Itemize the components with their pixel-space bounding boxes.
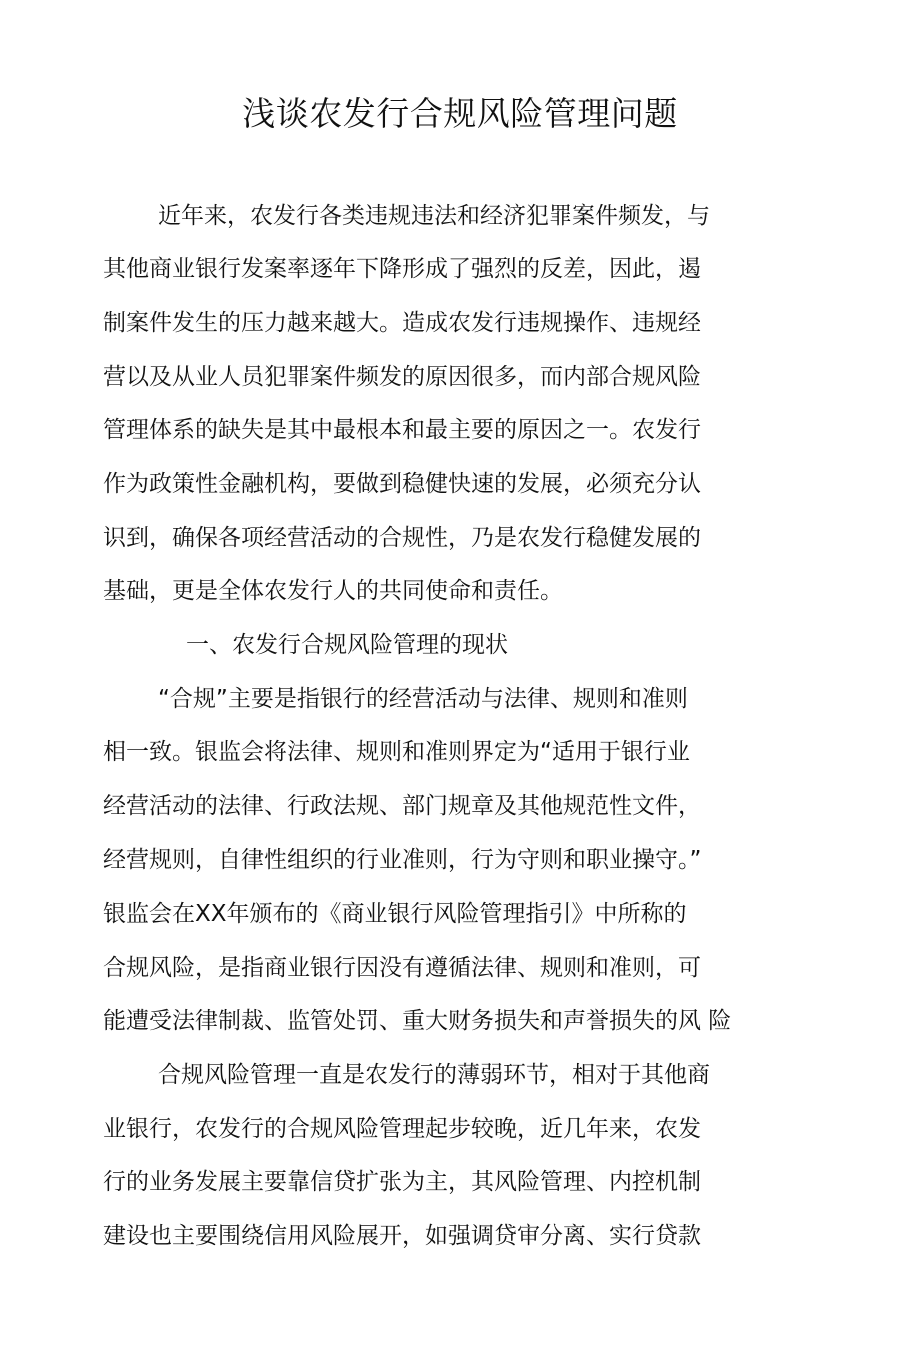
paragraph-2-line-7: 能遭受法律制裁、监管处罚、重大财务损失和声誉损失的风 险 [103, 1008, 732, 1034]
paragraph-3-line-4: 建设也主要围绕信用风险展开，如强调贷审分离、实行贷款 [103, 1223, 701, 1249]
paragraph-1-line-2: 其他商业银行发案率逐年下降形成了强烈的反差，因此，遏 [103, 256, 701, 282]
paragraph-2-line-2: 相一致。银监会将法律、规则和准则界定为“适用于银行业 [103, 739, 690, 765]
paragraph-1-line-3: 制案件发生的压力越来越大。造成农发行违规操作、违规经 [103, 310, 701, 336]
paragraph-1-line-8: 基础，更是全体农发行人的共同使命和责任。 [103, 578, 563, 604]
paragraph-3-line-3: 行的业务发展主要靠信贷扩张为主，其风险管理、内控机制 [103, 1169, 701, 1195]
paragraph-1-line-4: 营以及从业人员犯罪案件频发的原因很多，而内部合规风险 [103, 364, 701, 390]
paragraph-1-line-6: 作为政策性金融机构，要做到稳健快速的发展，必须充分认 [103, 471, 701, 497]
paragraph-3-line-1: 合规风险管理一直是农发行的薄弱环节，相对于其他商 [158, 1062, 710, 1088]
paragraph-2-line-4: 经营规则，自律性组织的行业准则，行为守则和职业操守。” [103, 847, 702, 873]
paragraph-2-line-3: 经营活动的法律、行政法规、部门规章及其他规范性文件， [103, 793, 701, 819]
paragraph-1-line-5: 管理体系的缺失是其中最根本和最主要的原因之一。农发行 [103, 417, 701, 443]
paragraph-2-line-5: 银监会在XX年颁布的《商业银行风险管理指引》中所称的 [103, 901, 687, 927]
paragraph-3-line-2: 业银行，农发行的合规风险管理起步较晚，近几年来，农发 [103, 1116, 701, 1142]
document-title: 浅谈农发行合规风险管理问题 [242, 94, 678, 133]
paragraph-1-line-1: 近年来，农发行各类违规违法和经济犯罪案件频发，与 [158, 203, 710, 229]
paragraph-2-line-6: 合规风险，是指商业银行因没有遵循法律、规则和准则，可 [103, 955, 701, 981]
paragraph-1-line-7: 识到，确保各项经营活动的合规性，乃是农发行稳健发展的 [103, 525, 701, 551]
paragraph-2-line-1: “合规”主要是指银行的经营活动与法律、规则和准则 [158, 686, 688, 712]
section-heading: 一、农发行合规风险管理的现状 [186, 632, 508, 658]
